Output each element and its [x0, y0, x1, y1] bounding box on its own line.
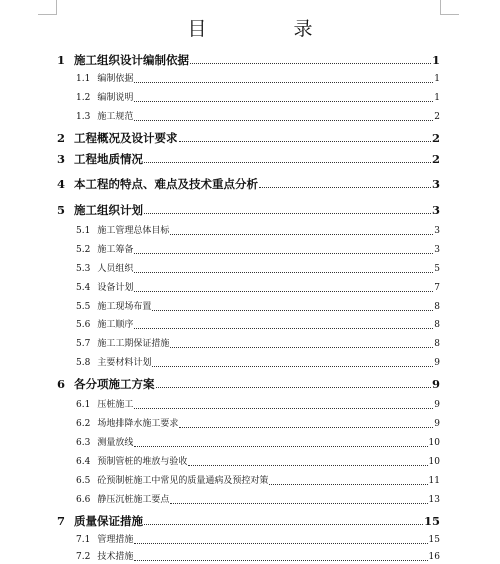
toc-leader-dots — [156, 386, 431, 388]
toc-entry-number: 5.1 — [76, 226, 91, 236]
toc-title: 目 录 — [187, 18, 347, 40]
toc-leader-dots — [134, 327, 433, 329]
toc-entry-label: 压桩施工 — [97, 400, 134, 410]
toc-page-number: 5 — [434, 264, 440, 274]
toc-entry-label: 编制依据 — [97, 74, 134, 84]
toc-page-number: 8 — [434, 320, 440, 330]
toc-entry-chapter[interactable] — [57, 131, 440, 145]
toc-entry-number: 6.3 — [76, 438, 91, 448]
toc-leader-dots — [179, 140, 431, 142]
toc-entry-number: 1.2 — [76, 93, 91, 103]
toc-entry-heading — [57, 53, 189, 67]
toc-leader-dots — [134, 445, 427, 447]
toc-entry-number: 5 — [57, 203, 66, 217]
toc-entry-number: 2 — [57, 131, 66, 145]
toc-entry-number: 7.2 — [76, 552, 91, 562]
toc-leader-dots — [179, 426, 433, 428]
toc-entry-number: 1.3 — [76, 112, 91, 122]
toc-entry-heading — [76, 262, 133, 276]
toc-entry-label: 场地排降水施工要求 — [97, 419, 179, 429]
toc-entry-label: 施工管理总体目标 — [97, 226, 170, 236]
toc-entry-chapter[interactable] — [57, 177, 440, 191]
toc-entry-number: 1 — [57, 53, 66, 67]
toc-page-number: 3 — [431, 177, 440, 191]
toc-entry-section[interactable] — [76, 262, 440, 276]
toc-entry-number: 3 — [57, 152, 66, 166]
toc-page-number: 15 — [423, 514, 440, 528]
toc-entry-label: 施工组织计划 — [74, 203, 144, 217]
toc-leader-dots — [134, 271, 433, 273]
toc-entry-chapter[interactable] — [57, 152, 440, 166]
toc-entry-number: 7 — [57, 514, 66, 528]
toc-entry-heading — [57, 203, 143, 217]
toc-entry-label: 测量放线 — [97, 438, 134, 448]
toc-entry-heading — [76, 300, 151, 314]
toc-entry-section[interactable] — [76, 533, 440, 547]
toc-entry-heading — [76, 110, 133, 124]
toc-entry-chapter[interactable] — [57, 203, 440, 217]
toc-leader-dots — [144, 161, 431, 163]
page-corner-mark-left — [38, 0, 57, 15]
toc-page-number: 9 — [434, 419, 440, 429]
toc-entry-number: 7.1 — [76, 535, 91, 545]
toc-entry-label: 工程地质情况 — [74, 152, 144, 166]
toc-page-number: 1 — [434, 74, 440, 84]
toc-entry-section[interactable] — [76, 550, 440, 564]
toc-entry-section[interactable] — [76, 493, 440, 507]
toc-leader-dots — [134, 100, 433, 102]
toc-leader-dots — [190, 62, 431, 64]
toc-entry-label: 管理措施 — [97, 535, 134, 545]
toc-entry-number: 6.5 — [76, 476, 91, 486]
toc-entry-section[interactable] — [76, 436, 440, 450]
toc-entry-label: 施工规范 — [97, 112, 134, 122]
toc-entry-section[interactable] — [76, 474, 440, 488]
toc-entry-heading — [76, 281, 133, 295]
toc-entry-section[interactable] — [76, 110, 440, 124]
toc-page-number: 3 — [434, 226, 440, 236]
toc-leader-dots — [144, 523, 423, 525]
toc-entry-heading — [76, 533, 133, 547]
toc-leader-dots — [134, 407, 433, 409]
toc-entry-section[interactable] — [76, 243, 440, 257]
toc-entry-label: 设备计划 — [97, 283, 134, 293]
page-corner-mark-right — [440, 0, 459, 15]
toc-entry-number: 6.6 — [76, 495, 91, 505]
toc-page-number: 3 — [431, 203, 440, 217]
toc-page-number: 7 — [434, 283, 440, 293]
toc-page-number: 1 — [434, 93, 440, 103]
toc-entry-label: 主要材料计划 — [97, 358, 152, 368]
toc-entry-number: 5.6 — [76, 320, 91, 330]
toc-page-number: 2 — [434, 112, 440, 122]
toc-leader-dots — [259, 186, 431, 188]
toc-entry-label: 人员组织 — [97, 264, 134, 274]
toc-entry-chapter[interactable] — [57, 377, 440, 391]
toc-entry-section[interactable] — [76, 300, 440, 314]
toc-page-number: 9 — [434, 400, 440, 410]
toc-leader-dots — [269, 483, 427, 485]
toc-leader-dots — [170, 346, 433, 348]
toc-entry-heading — [76, 417, 178, 431]
toc-entry-label: 静压沉桩施工要点 — [97, 495, 170, 505]
toc-entry-number: 5.4 — [76, 283, 91, 293]
toc-page-number: 10 — [428, 457, 440, 467]
toc-leader-dots — [134, 119, 433, 121]
toc-page-number: 16 — [428, 552, 440, 562]
toc-entry-label: 施工现场布置 — [97, 302, 152, 312]
toc-entry-chapter[interactable] — [57, 53, 440, 67]
toc-leader-dots — [170, 502, 427, 504]
toc-entry-section[interactable] — [76, 455, 440, 469]
toc-entry-label: 工程概况及设计要求 — [74, 131, 178, 145]
toc-entry-number: 6 — [57, 377, 66, 391]
toc-entry-section[interactable] — [76, 224, 440, 238]
toc-entry-section[interactable] — [76, 356, 440, 370]
toc-entry-section[interactable] — [76, 318, 440, 332]
toc-entry-section[interactable] — [76, 398, 440, 412]
toc-page-number: 2 — [431, 152, 440, 166]
toc-entry-number: 5.8 — [76, 358, 91, 368]
toc-entry-section[interactable] — [76, 72, 440, 86]
toc-entry-label: 砼预制桩施工中常见的质量通病及预控对策 — [97, 476, 269, 486]
toc-entry-heading — [57, 514, 143, 528]
toc-page-number: 11 — [428, 476, 440, 486]
toc-leader-dots — [134, 252, 433, 254]
toc-entry-number: 5.5 — [76, 302, 91, 312]
toc-entry-label: 编制说明 — [97, 93, 134, 103]
toc-entry-section[interactable] — [76, 337, 440, 351]
toc-entry-number: 6.4 — [76, 457, 91, 467]
toc-leader-dots — [152, 309, 433, 311]
toc-entry-label: 各分项施工方案 — [74, 377, 155, 391]
toc-entry-label: 施工顺序 — [97, 320, 134, 330]
toc-page-number: 9 — [431, 377, 440, 391]
toc-entry-heading — [57, 131, 178, 145]
toc-entry-number: 6.2 — [76, 419, 91, 429]
toc-entry-heading — [76, 474, 268, 488]
toc-leader-dots — [144, 212, 431, 214]
toc-leader-dots — [152, 365, 433, 367]
toc-entry-section[interactable] — [76, 91, 440, 105]
toc-entry-heading — [57, 152, 143, 166]
toc-entry-heading — [76, 91, 133, 105]
toc-leader-dots — [134, 542, 427, 544]
toc-entry-number: 4 — [57, 177, 66, 191]
toc-page-number: 3 — [434, 245, 440, 255]
toc-entry-heading — [76, 550, 133, 564]
toc-entry-number: 5.3 — [76, 264, 91, 274]
toc-entry-chapter[interactable] — [57, 514, 440, 528]
toc-entry-label: 质量保证措施 — [74, 514, 144, 528]
toc-page-number: 10 — [428, 438, 440, 448]
toc-leader-dots — [188, 464, 427, 466]
toc-entry-number: 6.1 — [76, 400, 91, 410]
toc-entry-heading — [76, 398, 133, 412]
toc-entry-label: 技术措施 — [97, 552, 134, 562]
toc-entry-section[interactable] — [76, 417, 440, 431]
toc-entry-number: 5.2 — [76, 245, 91, 255]
toc-page-number: 1 — [431, 53, 440, 67]
toc-entry-heading — [57, 177, 258, 191]
toc-leader-dots — [134, 559, 427, 561]
toc-leader-dots — [170, 233, 433, 235]
toc-entry-heading — [76, 493, 169, 507]
toc-leader-dots — [134, 290, 433, 292]
toc-page-number: 8 — [434, 339, 440, 349]
toc-entry-label: 施工组织设计编制依据 — [74, 53, 190, 67]
toc-entry-label: 施工工期保证措施 — [97, 339, 170, 349]
toc-entry-heading — [76, 224, 169, 238]
toc-page-number: 15 — [428, 535, 440, 545]
toc-entry-section[interactable] — [76, 281, 440, 295]
toc-entry-heading — [76, 72, 133, 86]
toc-entry-heading — [76, 356, 151, 370]
toc-page-number: 2 — [431, 131, 440, 145]
toc-entry-label: 预制管桩的堆放与验收 — [97, 457, 188, 467]
toc-leader-dots — [134, 81, 433, 83]
toc-entry-label: 施工筹备 — [97, 245, 134, 255]
toc-entry-heading — [76, 455, 187, 469]
toc-entry-heading — [76, 318, 133, 332]
toc-entry-heading — [76, 243, 133, 257]
toc-page-number: 13 — [428, 495, 440, 505]
toc-entry-heading — [57, 377, 155, 391]
toc-entry-number: 5.7 — [76, 339, 91, 349]
toc-entry-heading — [76, 337, 169, 351]
toc-entry-label: 本工程的特点、难点及技术重点分析 — [74, 177, 259, 191]
toc-page-number: 9 — [434, 358, 440, 368]
toc-entry-heading — [76, 436, 133, 450]
toc-entry-number: 1.1 — [76, 74, 91, 84]
toc-page-number: 8 — [434, 302, 440, 312]
